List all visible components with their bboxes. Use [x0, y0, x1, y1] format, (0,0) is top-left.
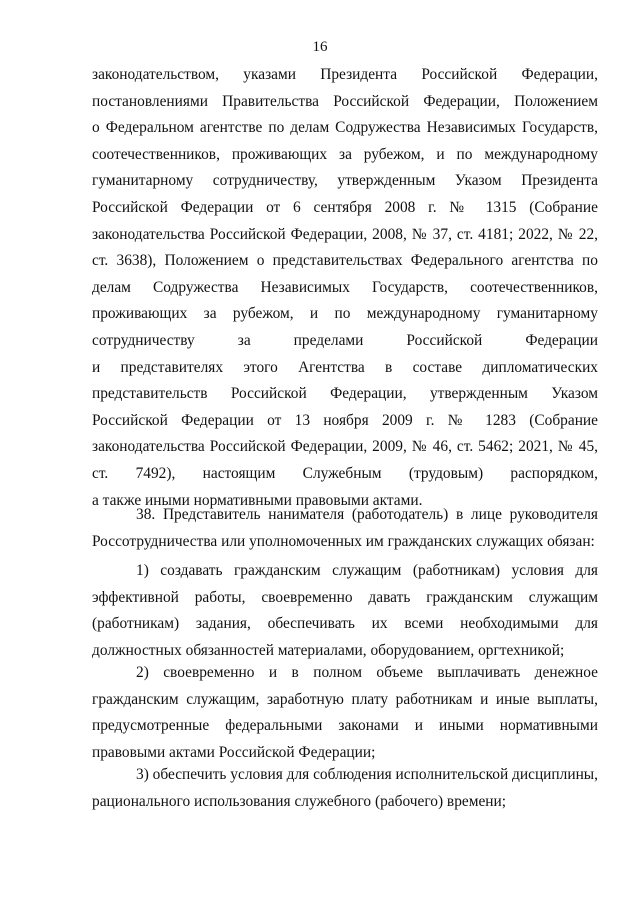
- text-line: должностных обязанностей материалами, оборудованием, оргтехникой;: [92, 641, 565, 659]
- text-line: правовыми актами Российской Федерации;: [92, 743, 376, 761]
- text-line: законодательством, указами Президента Российской Федерации,: [92, 66, 598, 83]
- text-line: проживающих за рубежом, и по международному гуманитарному: [92, 305, 598, 323]
- text-line: предусмотренные федеральными законами и иными нормативными: [92, 717, 598, 735]
- text-line: 2) своевременно и в полном объеме выплачивать денежное: [136, 664, 598, 681]
- text-line: законодательства Российской Федерации, 2008, № 37, ст. 4181; 2022, № 22,: [92, 225, 598, 243]
- text-line: постановлениями Правительства Российской Федерации, Положением: [92, 92, 598, 110]
- paragraph-38: [92, 502, 598, 555]
- text-line: а также иными нормативными правовыми актами.: [92, 491, 423, 509]
- text-line: (работникам) задания, обеспечивать их всеми необходимыми для: [92, 615, 598, 633]
- page-number: 16: [312, 39, 328, 55]
- text-line: Российской Федерации от 6 сентября 2008 г. № 1315 (Собрание: [92, 198, 598, 216]
- text-line: ст. 7492), настоящим Служебным (трудовым) распорядком,: [92, 464, 598, 482]
- text-line: представительств Российской Федерации, утвержденным Указом: [92, 385, 598, 403]
- text-line: 1) создавать гражданским служащим (работникам) условия для: [136, 562, 598, 579]
- text-line: Российской Федерации от 13 ноября 2009 г. № 1283 (Собрание: [92, 411, 598, 429]
- text-line: соотечественников, проживающих за рубежом, и по международному: [92, 145, 598, 163]
- text-line: рационального использования служебного (рабочего) времени;: [92, 792, 507, 810]
- text-line: о Федеральном агентстве по делам Содружества Независимых Государств,: [92, 119, 598, 137]
- text-line: гражданским служащим, заработную плату работникам и иные выплаты,: [92, 690, 598, 708]
- text-line: ст. 3638), Положением о представительствах Федерального агентства по: [92, 252, 598, 270]
- text-line: Россотрудничества или уполномоченных им гражданских служащих обязан:: [92, 532, 595, 550]
- text-line: эффективной работы, своевременно давать гражданским служащим: [92, 588, 598, 606]
- item-3: [92, 762, 598, 815]
- text-line: 3) обеспечить условия для соблюдения исполнительской дисциплины,: [136, 766, 598, 783]
- item-2: [92, 660, 598, 766]
- text-line: 38. Представитель нанимателя (работодатель) в лице руководителя: [136, 506, 598, 523]
- text-line: и представителях этого Агентства в составе дипломатических: [92, 358, 598, 376]
- text-line: делам Содружества Независимых Государств, соотечественников,: [92, 278, 598, 296]
- text-line: гуманитарному сотрудничеству, утвержденным Указом Президента: [92, 172, 598, 190]
- text-line: законодательства Российской Федерации, 2009, № 46, ст. 5462; 2021, № 45,: [92, 438, 598, 456]
- item-1: [92, 558, 598, 664]
- continuation-paragraph: [92, 62, 598, 514]
- text-line: сотрудничеству за пределами Российской Федерации: [92, 331, 598, 349]
